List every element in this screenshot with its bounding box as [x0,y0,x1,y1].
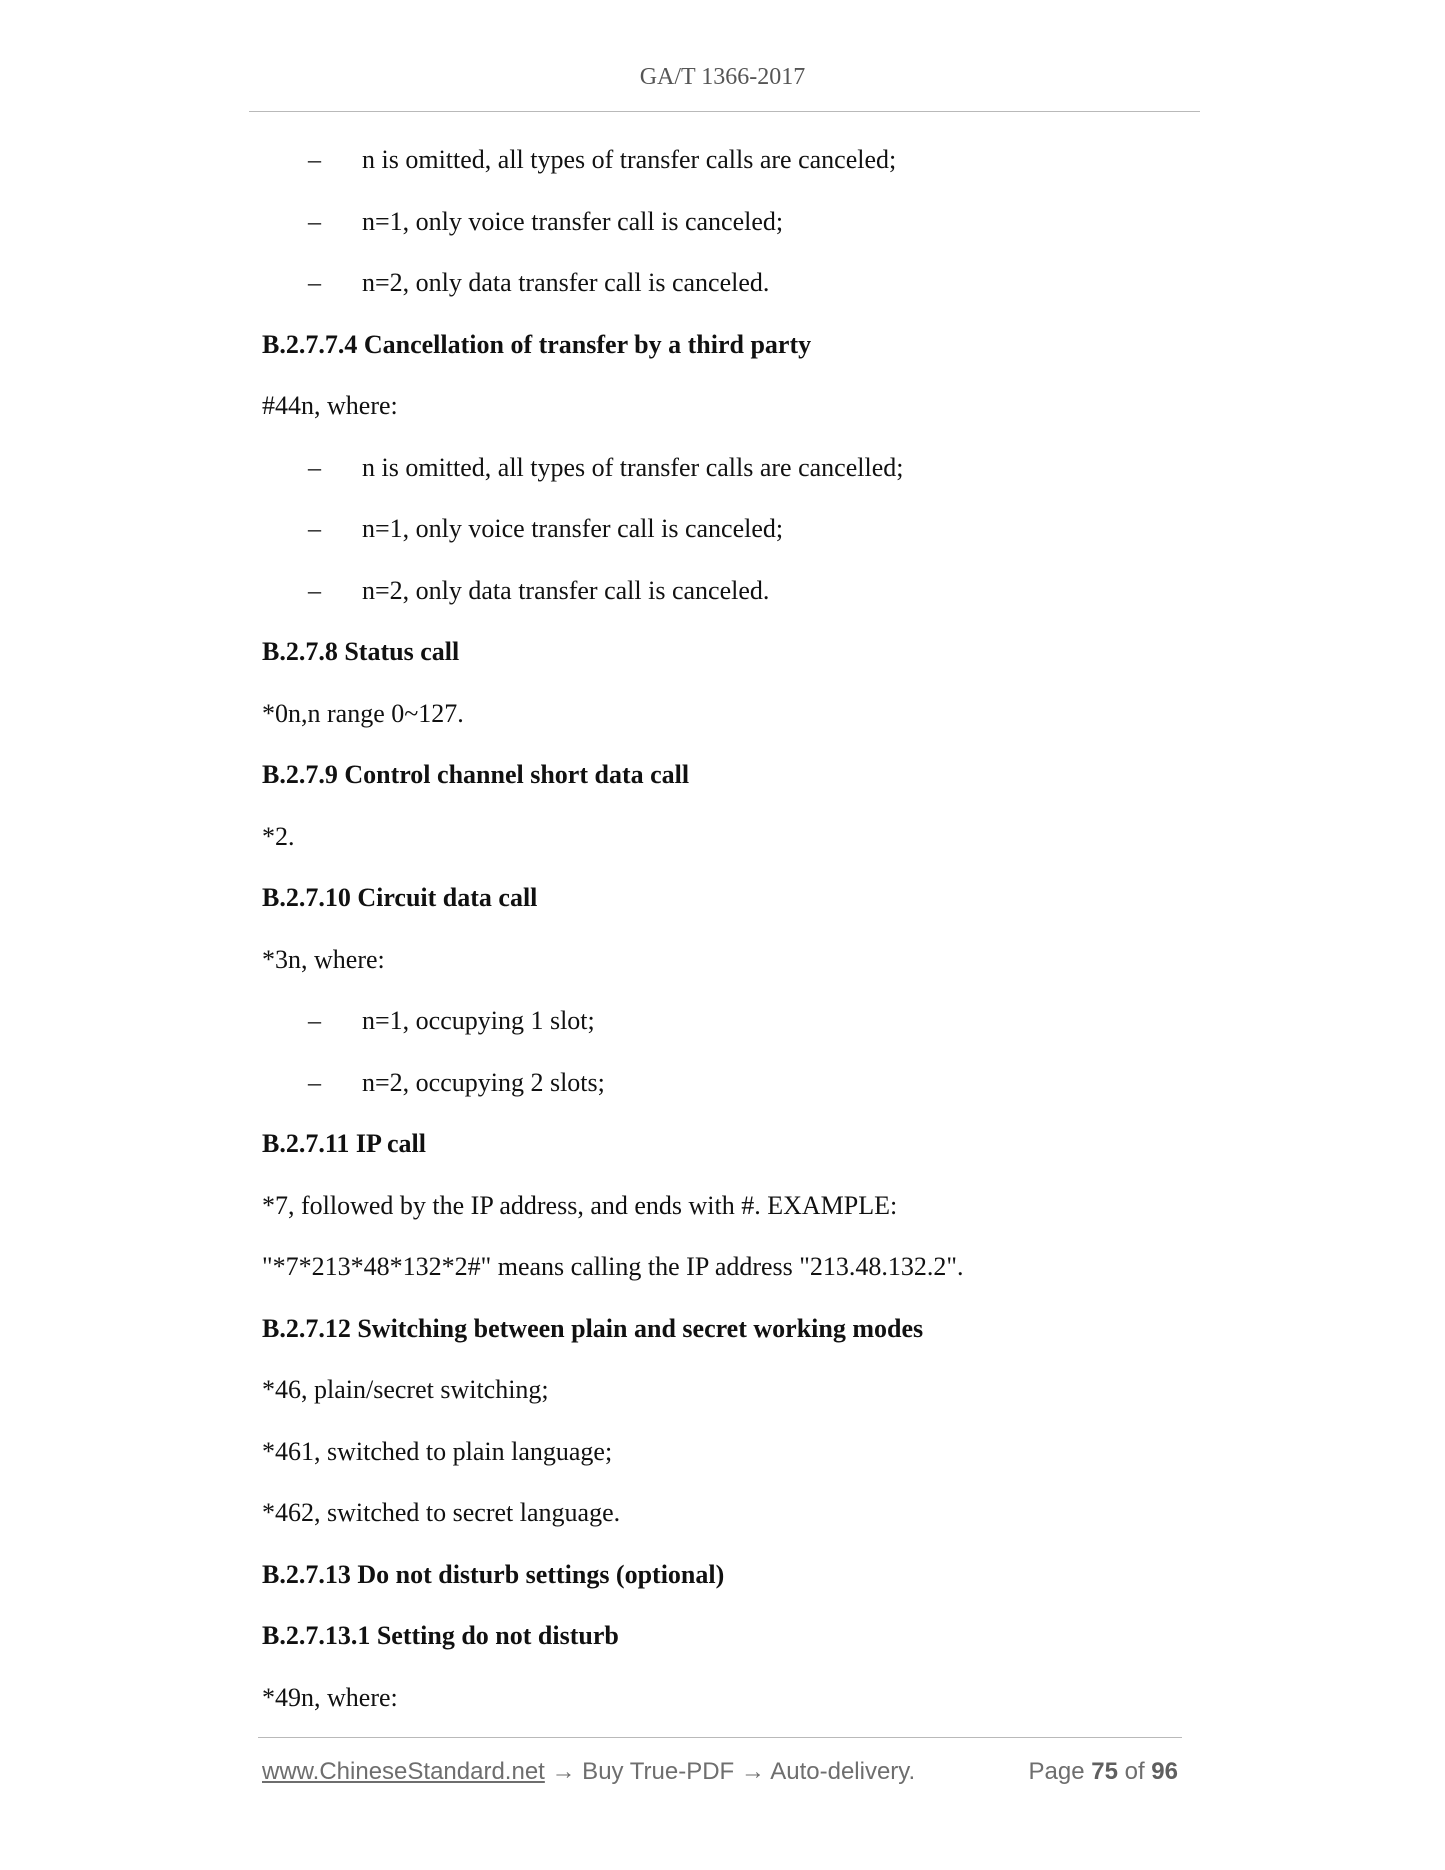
section-heading: B.2.7.10 Circuit data call [262,883,538,912]
header-title: GA/T 1366-2017 [639,64,806,90]
website-link[interactable]: www.ChineseStandard.net [262,1758,545,1785]
list-item [262,448,1262,510]
list-item-text: n=1, only voice transfer call is canceled; [362,514,784,543]
section-heading: B.2.7.13 Do not disturb settings (optional) [262,1559,725,1589]
document-body [262,140,1262,1739]
page-label: Page [1028,1758,1085,1785]
list-item [262,263,1262,325]
list-item [262,140,1262,202]
list-item [262,509,1262,571]
section-heading: B.2.7.8 Status call [262,637,460,666]
page-number: 75 [1091,1758,1118,1785]
bullet-dash: – [308,575,321,605]
section-heading: B.2.7.12 Switching between plain and secret working modes [262,1313,924,1343]
bullet-dash: – [308,1067,321,1097]
list-item-text: n=2, only data transfer call is canceled. [362,268,770,297]
paragraph: *7, followed by the IP address, and ends with #. EXAMPLE: [262,1190,898,1220]
bullet-dash: – [308,1006,321,1035]
bullet-dash: – [308,268,321,297]
footer-middle-text: → Buy True-PDF → Auto-delivery. [544,1758,916,1785]
section-heading: B.2.7.9 Control channel short data call [262,760,690,789]
bullet-dash: – [308,206,321,236]
bullet-dash: – [308,145,321,174]
bullet-dash: – [308,452,321,482]
list-item-text: n is omitted, all types of transfer calls are canceled; [362,145,897,174]
section-heading: B.2.7.11 IP call [262,1129,426,1158]
total-pages: 96 [1151,1758,1178,1785]
page-indicator [1029,1752,1179,1792]
footer-left [262,1752,915,1792]
of-label: of [1124,1758,1145,1785]
bullet-dash: – [308,514,321,543]
paragraph: "*7*213*48*132*2#" means calling the IP address "213.48.132.2". [262,1252,964,1281]
list-item [262,1001,1262,1063]
footer-divider [258,1737,1182,1738]
paragraph: *49n, where: [262,1682,398,1712]
section-heading: B.2.7.7.4 Cancellation of transfer by a third party [262,329,812,359]
paragraph: *462, switched to secret language. [262,1498,621,1527]
paragraph: *461, switched to plain language; [262,1436,613,1466]
header-divider [249,111,1200,112]
list-item-text: n=2, occupying 2 slots; [362,1067,605,1097]
list-item-text: n is omitted, all types of transfer calls are cancelled; [362,452,904,482]
paragraph: *2. [262,821,295,851]
list-item-text: n=2, only data transfer call is canceled. [362,575,770,605]
paragraph: *3n, where: [262,944,385,974]
list-item-text: n=1, occupying 1 slot; [362,1006,595,1035]
paragraph: *46, plain/secret switching; [262,1375,549,1404]
page-footer [262,1752,1182,1792]
list-item [262,571,1262,633]
section-heading: B.2.7.13.1 Setting do not disturb [262,1621,619,1650]
paragraph: #44n, where: [262,391,398,420]
list-item [262,1063,1262,1125]
list-item-text: n=1, only voice transfer call is canceled; [362,206,784,236]
paragraph: *0n,n range 0~127. [262,698,464,728]
list-item [262,202,1262,264]
